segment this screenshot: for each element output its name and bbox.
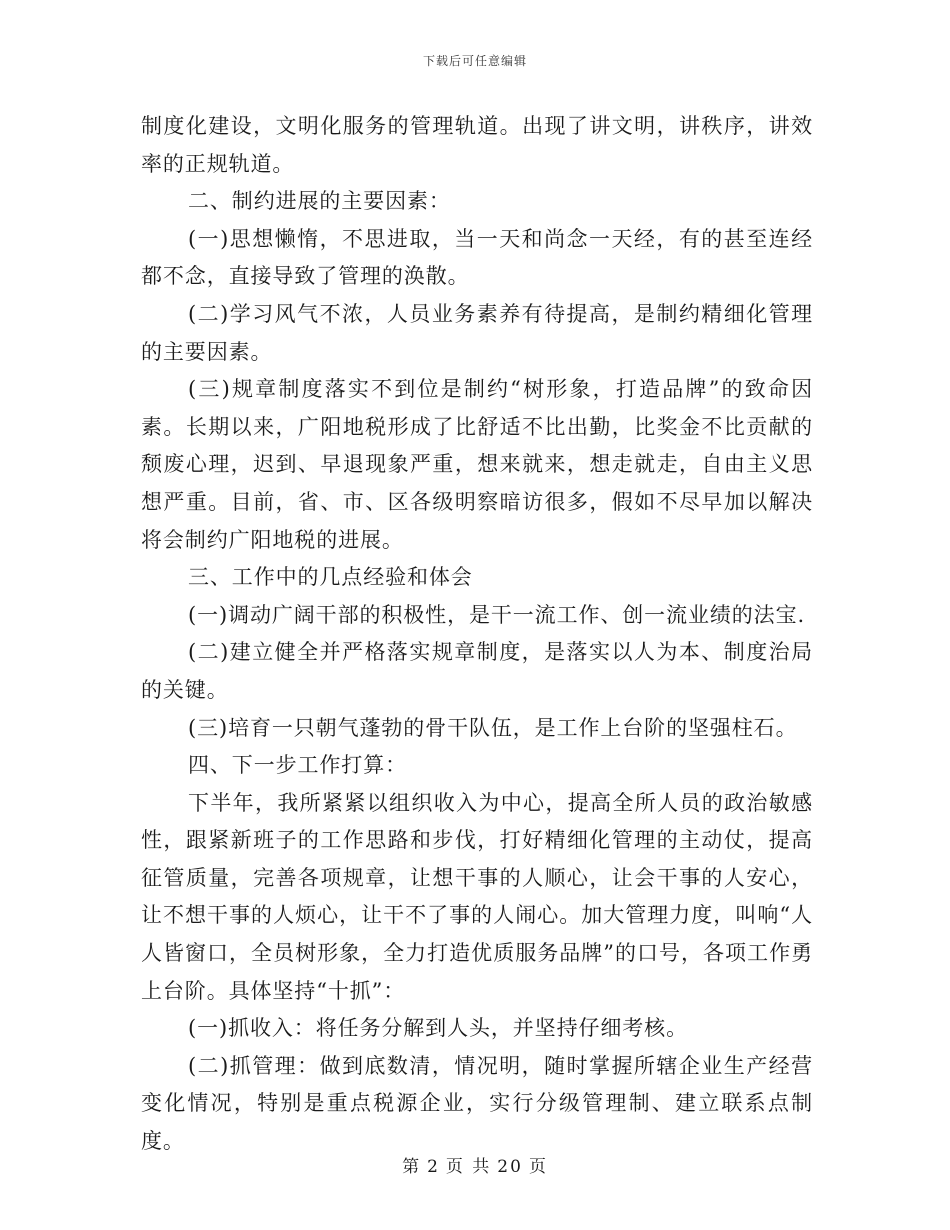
- footer-suffix: 页: [528, 1157, 548, 1177]
- document-body: [141, 108, 813, 1161]
- footer-prefix: 第: [402, 1157, 422, 1177]
- page-footer: [0, 1152, 950, 1177]
- paragraph-3-3: (三)培育一只朝气蓬勃的骨干队伍，是工作上台阶的坚强柱石。: [188, 715, 798, 740]
- paragraph-2-1: (一)思想懒惰，不思进取，当一天和尚念一天经，有的甚至连经都不念，直接导致了管理的涣散。: [141, 226, 813, 289]
- page-header-note: 下载后可任意编辑: [422, 54, 527, 68]
- paragraph-2-3: (三)规章制度落实不到位是制约“树形象，打造品牌”的致命因素。长期以来，广阳地税形成了比舒适不比出勤，比奖金不比贡献的颓废心理，迟到、早退现象严重，想来就来，想走就走，自由主义思想严重。目前，省、市、区各级明察暗访很多，假如不尽早加以解决将会制约广阳地税的进展。: [141, 377, 813, 552]
- paragraph-1: 制度化建设，文明化服务的管理轨道。出现了讲文明，讲秩序，讲效率的正规轨道。: [141, 114, 813, 176]
- paragraph-2-2: (二)学习风气不浓，人员业务素养有待提高，是制约精细化管理的主要因素。: [141, 301, 813, 364]
- paragraph-4-2: (二)抓管理：做到底数清，情况明，随时掌握所辖企业生产经营变化情况，特别是重点税源企业，实行分级管理制、建立联系点制度。: [141, 1053, 813, 1154]
- section-heading-4: 四、下一步工作打算：: [188, 753, 407, 778]
- paragraph-3-1: (一)调动广阔干部的积极性，是干一流工作、创一流业绩的法宝.: [188, 602, 806, 627]
- section-heading-2: 二、制约进展的主要因素：: [188, 189, 451, 214]
- section-heading-3: 三、工作中的几点经验和体会: [188, 565, 473, 590]
- paragraph-3-2: (二)建立健全并严格落实规章制度，是落实以人为本、制度治局的关键。: [141, 640, 813, 702]
- total-page-count: 20: [497, 1157, 523, 1177]
- paragraph-4-intro: 下半年，我所紧紧以组织收入为中心，提高全所人员的政治敏感性，跟紧新班子的工作思路和步伐，打好精细化管理的主动仗，提高征管质量，完善各项规章，让想干事的人顺心，让会干事的人安心，让不想干事的人烦心，让干不了事的人闹心。加大管理力度，叫响“人人皆窗口，全员树形象，全力打造优质服务品牌”的口号，各项工作勇上台阶。具体坚持“十抓”：: [141, 790, 813, 1003]
- current-page-number: 2: [427, 1157, 440, 1177]
- paragraph-4-1: (一)抓收入：将任务分解到人头，并坚持仔细考核。: [188, 1016, 688, 1041]
- footer-middle: 页 共: [445, 1157, 492, 1177]
